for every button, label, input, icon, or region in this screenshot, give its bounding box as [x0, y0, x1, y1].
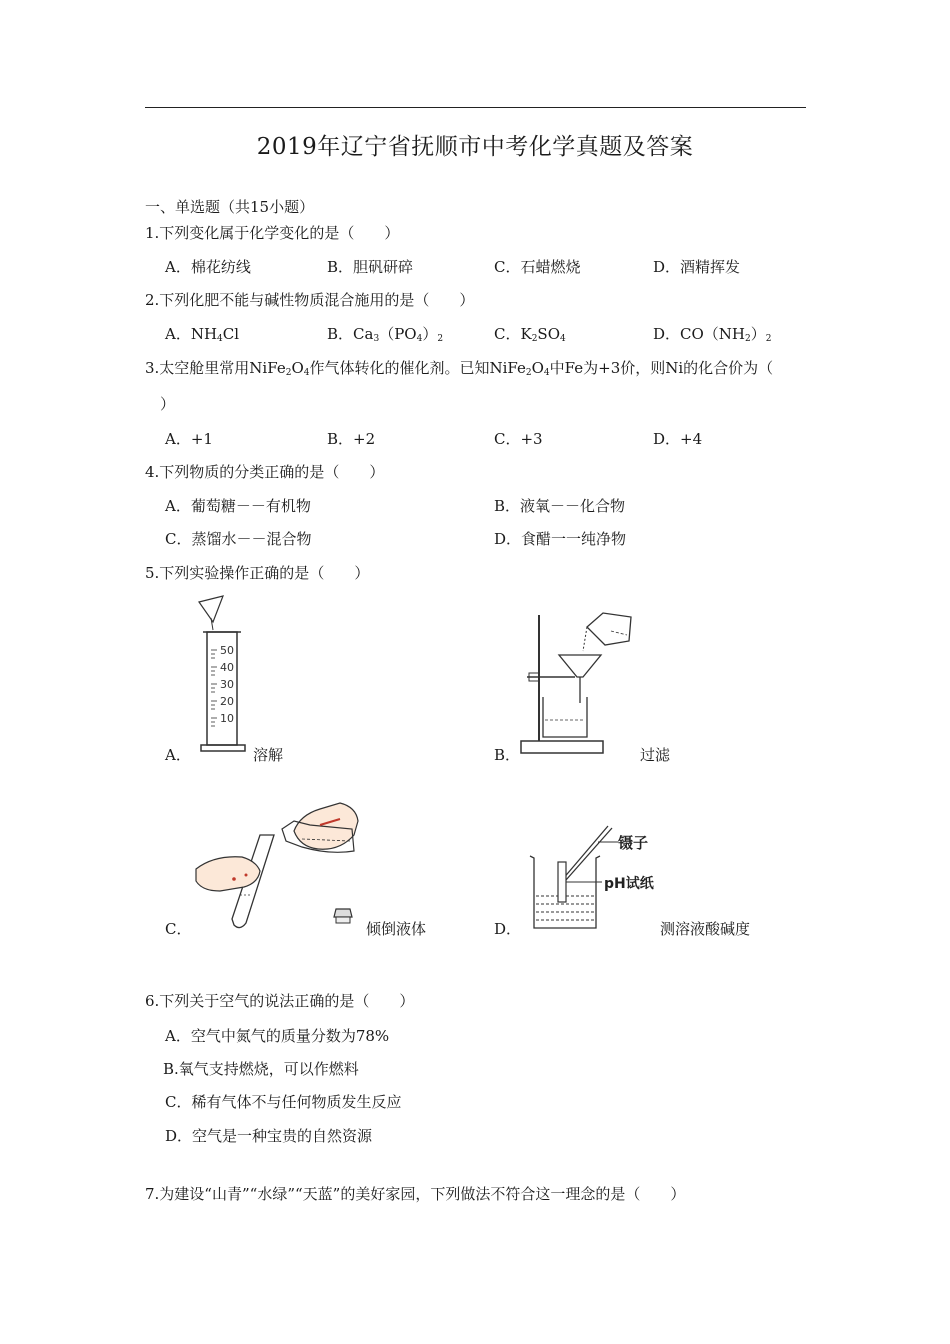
question-1-option-a: A．棉花纺线: [165, 258, 251, 276]
question-6-option-c: C．稀有气体不与任何物质发生反应: [165, 1093, 402, 1111]
ph-paper: [558, 862, 566, 902]
question-5-option-d-letter: D．: [494, 920, 522, 938]
graduated-cylinder-figure: [195, 592, 255, 757]
question-1-option-c: C．石蜡燃烧: [494, 258, 581, 276]
question-5-option-d-label: 测溶液酸碱度: [660, 920, 751, 938]
question-2-option-c: C．$K_2SO_4$: [494, 325, 566, 344]
cylinder-mark-30: 30: [220, 678, 234, 691]
tweezers-label: 镊子: [618, 834, 649, 852]
question-4-option-a: A．葡萄糖－－有机物: [165, 497, 311, 515]
question-3-option-d: D．+4: [653, 430, 703, 448]
cylinder-mark-40: 40: [220, 661, 234, 674]
tweezers-arm-2: [566, 828, 612, 880]
filtration-figure: [515, 605, 645, 760]
bottle-stopper: [334, 909, 352, 917]
question-5-option-a-letter: A．: [165, 746, 191, 764]
question-6-option-d: D．空气是一种宝贵的自然资源: [165, 1127, 373, 1145]
funnel-cone: [559, 655, 601, 677]
holding-hand: [196, 857, 260, 891]
question-3-stem-cont: ）: [160, 395, 176, 413]
ph-test-figure: [520, 820, 670, 935]
question-4-option-b: B．液氧－－化合物: [494, 497, 626, 515]
pouring-beaker: [587, 613, 631, 645]
question-2-option-d: D．$CO(NH_2)_2$: [653, 325, 772, 344]
stand-base: [521, 741, 603, 753]
question-4-stem: 4.下列物质的分类正确的是（ ）: [145, 463, 385, 481]
question-3-option-b: B．+2: [327, 430, 376, 448]
question-6-option-b: B.氧气支持燃烧，可以作燃料: [163, 1060, 359, 1078]
page-title: 2019年辽宁省抚顺市中考化学真题及答案: [256, 134, 694, 160]
cylinder-mark-20: 20: [220, 695, 234, 708]
question-1-option-d: D．酒精挥发: [653, 258, 741, 276]
question-6-stem: 6.下列关于空气的说法正确的是（ ）: [145, 992, 415, 1010]
header-rule: [145, 107, 806, 108]
question-2-option-b: B．$Ca_3(PO_4)_2$: [327, 325, 444, 344]
question-2-stem: 2.下列化肥不能与碱性物质混合施用的是（ ）: [145, 291, 475, 309]
question-2-option-a: A．$NH_4Cl$: [165, 325, 240, 344]
cylinder-base: [201, 745, 245, 751]
question-5-option-b-label: 过滤: [640, 746, 671, 764]
question-3-stem: 3.太空舱里常用$NiFe_2O_4$作气体转化的催化剂。已知$NiFe_2O_4$中Fe为+3价，则Ni的化合价为（: [145, 359, 774, 378]
ph-paper-label: pH试纸: [604, 876, 654, 892]
question-1-stem: 1.下列变化属于化学变化的是（ ）: [145, 224, 400, 242]
tweezers-arm-1: [562, 826, 608, 880]
question-7-stem: 7.为建设“山青”“水绿”“天蓝”的美好家园，下列做法不符合这一理念的是（ ）: [145, 1185, 686, 1203]
question-4-option-d: D．食醋一一纯净物: [494, 530, 627, 548]
question-3-option-a: A．+1: [165, 430, 213, 448]
question-5-option-c-letter: C．: [165, 920, 192, 938]
question-6-option-a: A．空气中氮气的质量分数为78%: [165, 1027, 390, 1045]
section-heading: 一、单选题（共15小题）: [145, 198, 315, 216]
cylinder-mark-50: 50: [220, 644, 234, 657]
question-3-option-c: C．+3: [494, 430, 543, 448]
question-5-option-a-label: 溶解: [253, 746, 284, 764]
question-4-option-c: C．蒸馏水－－混合物: [165, 530, 312, 548]
cylinder-mark-10: 10: [220, 712, 234, 725]
question-5-stem: 5.下列实验操作正确的是（ ）: [145, 564, 370, 582]
question-5-option-b-letter: B．: [494, 746, 521, 764]
pouring-liquid-figure: [190, 795, 370, 935]
question-5-option-c-label: 倾倒液体: [366, 920, 427, 938]
question-1-option-b: B．胆矾研碎: [327, 258, 414, 276]
